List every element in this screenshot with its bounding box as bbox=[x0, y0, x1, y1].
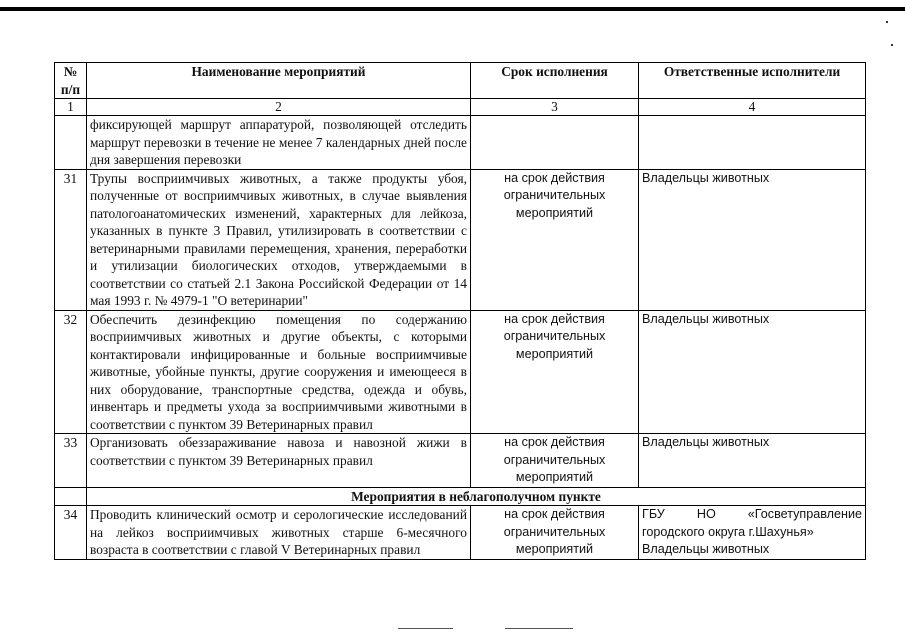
scan-dot bbox=[891, 44, 893, 46]
executors-cell bbox=[639, 506, 866, 560]
row-number: 33 bbox=[55, 434, 87, 488]
section-title: Мероприятия в неблагополучном пункте bbox=[87, 487, 866, 506]
executor-owners: Владельцы животных bbox=[642, 542, 770, 556]
column-number: 3 bbox=[471, 99, 639, 116]
column-number: 1 bbox=[55, 99, 87, 116]
row-number: 32 bbox=[55, 310, 87, 434]
measure-text: Обеспечить дезинфекцию помещения по содержанию восприимчивых животных и другие объекты, с которыми контактировали инфицированные и больные восприимчивые животные, убойные пункты, другие сооружения и имеющееся в них оборудование, транспортные средства, одежда и обувь, инвентарь и предметы ухода за восприимчивыми животными в соответствии с пунктом 39 Ветеринарных правил bbox=[87, 310, 471, 434]
section-number-cell bbox=[55, 487, 87, 506]
measure-text: фиксирующей маршрут аппаратурой, позволяющей отследить маршрут перевозки в течение не менее 7 календарных дней после дня завершения перевозки bbox=[87, 116, 471, 170]
deadline-text: на срок действия ограничительных мероприятий bbox=[471, 310, 639, 434]
measure-text: Трупы восприимчивых животных, а также продукты убоя, полученные от восприимчивых животных, в случае выявления патологоанатомических изменений, характерных для лейкоза, указанных в пункте 3 Правил, утилизировать в соответствии с ветеринарными правилами перемещения, хранения, переработки и утилизации биологических отходов, утверждаемыми в соответствии со статьей 2.1 Закона Российской Федерации от 14 мая 1993 г. № 4979-1 "О ветеринарии" bbox=[87, 169, 471, 310]
deadline-text: на срок действия ограничительных мероприятий bbox=[471, 506, 639, 560]
column-number: 4 bbox=[639, 99, 866, 116]
row-number: 31 bbox=[55, 169, 87, 310]
table-row bbox=[55, 169, 866, 310]
table-row bbox=[55, 506, 866, 560]
section-header-row bbox=[55, 487, 866, 506]
column-number: 2 bbox=[87, 99, 471, 116]
header-measure-name: Наименование мероприятий bbox=[87, 63, 471, 99]
scan-line bbox=[398, 628, 453, 629]
deadline-text: на срок действия ограничительных мероприятий bbox=[471, 434, 639, 488]
scan-dot bbox=[886, 21, 888, 23]
measure-text: Проводить клинический осмотр и серологические исследований на лейкоз восприимчивых животных старше 6-месячного возраста в соответствии с главой V Ветеринарных правил bbox=[87, 506, 471, 560]
deadline-text: на срок действия ограничительных мероприятий bbox=[471, 169, 639, 310]
header-deadline: Срок исполнения bbox=[471, 63, 639, 99]
scan-line bbox=[505, 628, 573, 629]
header-executors: Ответственные исполнители bbox=[639, 63, 866, 99]
top-rule bbox=[0, 7, 905, 11]
executors-text: Владельцы животных bbox=[639, 169, 866, 310]
measure-text: Организовать обеззараживание навоза и навозной жижи в соответствии с пунктом 39 Ветеринарных правил bbox=[87, 434, 471, 488]
row-number bbox=[55, 116, 87, 170]
row-number: 34 bbox=[55, 506, 87, 560]
executors-text: Владельцы животных bbox=[639, 310, 866, 434]
table-row bbox=[55, 116, 866, 170]
executor-organization: ГБУ НО «Госветуправление городского округа г.Шахунья» bbox=[642, 507, 862, 539]
deadline-text bbox=[471, 116, 639, 170]
table-header-row bbox=[55, 63, 866, 99]
executors-text bbox=[639, 116, 866, 170]
column-numbers-row bbox=[55, 99, 866, 116]
table-row bbox=[55, 310, 866, 434]
header-number: № п/п bbox=[55, 63, 87, 99]
measures-table bbox=[54, 62, 866, 560]
table-row bbox=[55, 434, 866, 488]
executors-text: Владельцы животных bbox=[639, 434, 866, 488]
